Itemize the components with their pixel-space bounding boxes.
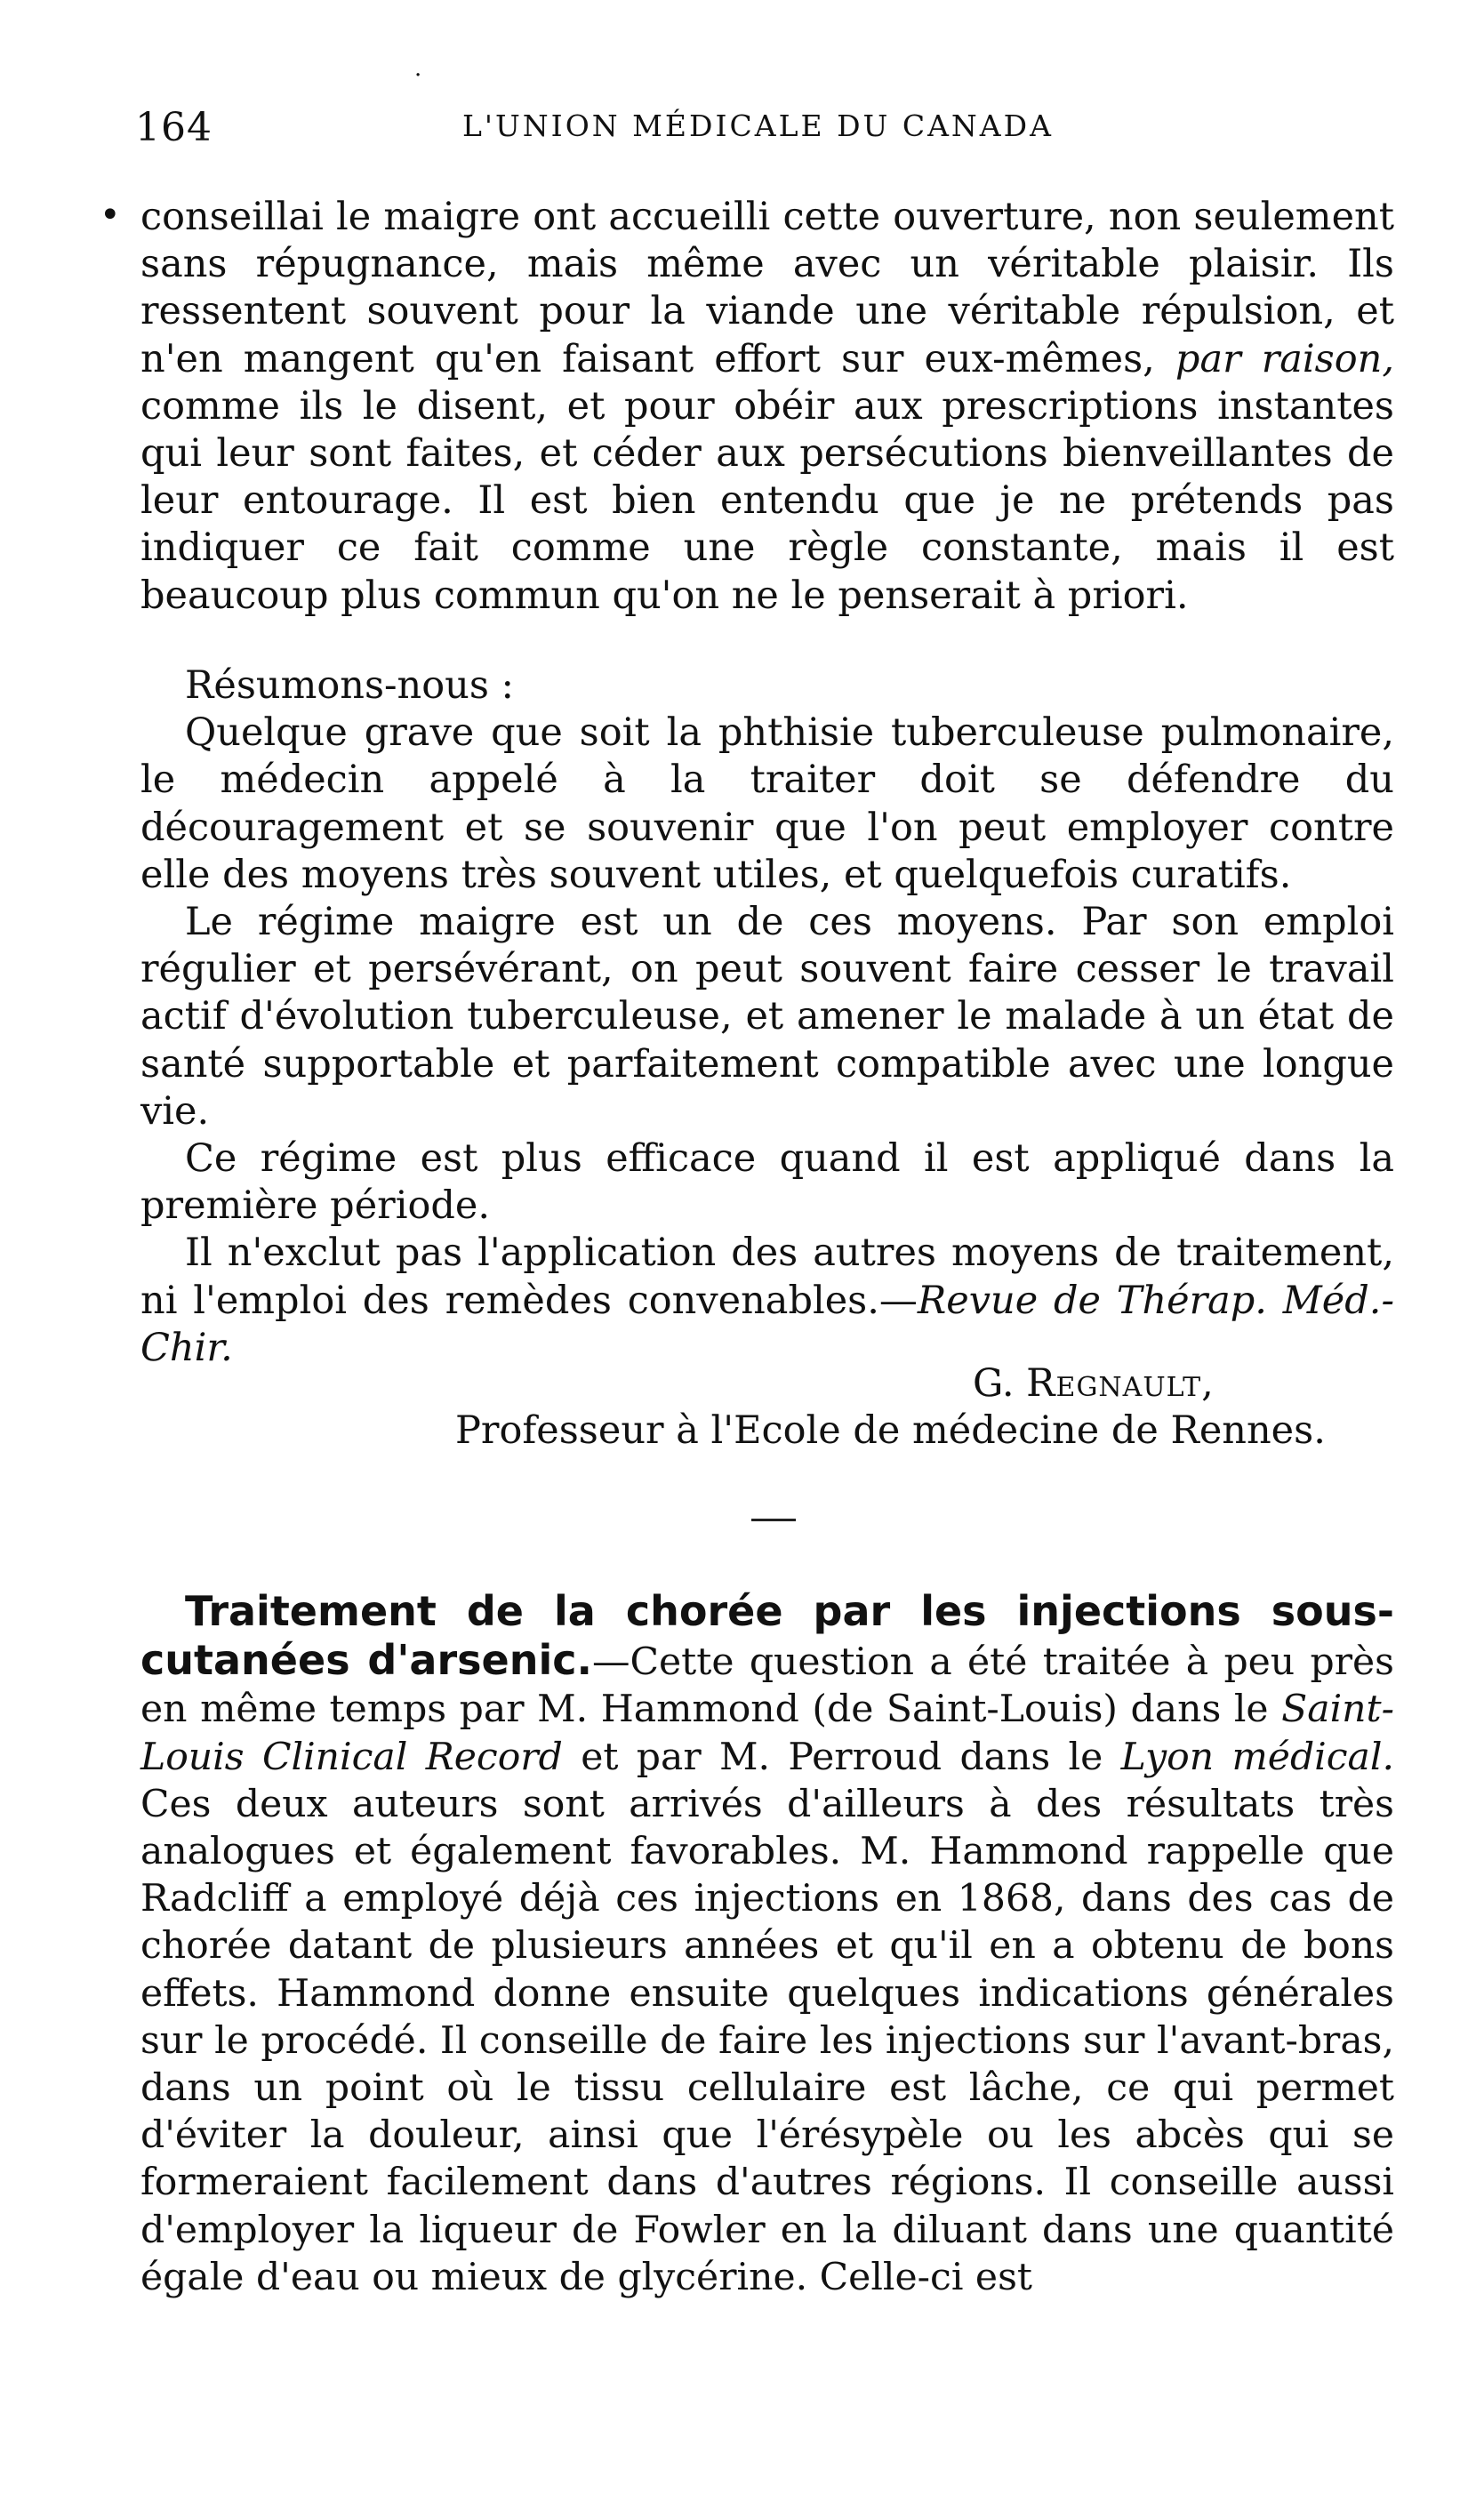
running-title: L'UNION MÉDICALE DU CANADA — [462, 108, 1054, 143]
final-paragraph — [140, 1230, 1394, 1372]
text-run: comme ils le disent, et pour obéir aux prescriptions instantes qui leur sont faites, et céder aux persécutions bienveillantes de leur entourage. Il est bien entendu que je ne prétends pas indiquer ce fait comme une règle constante, mais il est beaucoup plus commun qu'on ne le penserait à priori. — [140, 383, 1394, 618]
italic-run: par raison, — [1175, 336, 1394, 381]
text-run: —Cette question a été traitée à peu près en même temps par M. Hammond (de Saint-Louis) dans le — [140, 1640, 1394, 1732]
article-heading: Traitement de la chorée par les injections sous-cutanées d'arsenic. — [140, 1587, 1394, 1685]
summary-paragraph: Quelque grave que soit la phthisie tuberculeuse pulmonaire, le médecin appelé à la traiter doit se défendre du découragement et se souvenir que l'on peut employer contre elle des moyens très souvent utiles, et quelquefois curatifs. — [140, 710, 1394, 897]
section-separator — [751, 1519, 796, 1521]
article-two — [140, 1588, 1394, 2301]
author-initial: G. — [973, 1361, 1015, 1406]
article-one-continuation — [140, 194, 1394, 620]
top-margin-speck: · — [414, 62, 422, 89]
text-run: conseillai le maigre ont accueilli cette ouverture, non seulement sans répugnance, mais même avec un véritable plaisir. Ils ressentent souvent pour la viande une véritable répulsion, et n'en mangent qu'en faisant effort sur eux-mêmes, — [140, 195, 1394, 381]
article-two-paragraph — [140, 1588, 1394, 2301]
margin-speck: • — [100, 195, 121, 236]
continuation-paragraph — [140, 194, 1394, 620]
author-affiliation: Professeur à l'Ecole de médecine de Rennes. — [455, 1408, 1326, 1453]
author-name: Regnault, — [1026, 1361, 1215, 1406]
article-one-summary — [140, 662, 1394, 1372]
text-run: Il n'exclut pas l'application des autres moyens de traitement, ni l'emploi des remèdes convenables.— — [140, 1231, 1394, 1323]
text-run: Ces deux auteurs sont arrivés d'ailleurs à des résultats très analogues et également favorables. M. Hammond rappelle que Radcliff a employé déjà ces injections en 1868, dans des cas de chorée datant de plusieurs années et qu'il en a obtenu de bons effets. Hammond donne ensuite quelques indications générales sur le procédé. Il conseille de faire les injections sur l'avant-bras, dans un point où le tissu cellulaire est lâche, ce qui permet d'éviter la douleur, ainsi que l'érésypèle ou les abcès qui se formeraient facilement dans d'autres régions. Il conseille aussi d'employer la liqueur de Fowler en la diluant dans une quantité égale d'eau ou mieux de glycérine. Celle-ci est — [140, 1782, 1394, 2299]
summary-paragraph: Ce régime est plus efficace quand il est appliqué dans la première période. — [140, 1136, 1394, 1229]
italic-run: Lyon médical. — [1120, 1735, 1394, 1779]
page-number: 164 — [135, 105, 213, 150]
italic-run: Saint-Louis Clinical Record — [140, 1688, 1394, 1779]
summary-label: Résumons-nous : — [185, 663, 515, 708]
author-signature — [973, 1360, 1215, 1407]
source-citation: Revue de Thérap. Méd.-Chir. — [140, 1278, 1394, 1370]
text-run: et par M. Perroud dans le — [562, 1735, 1121, 1779]
summary-paragraph: Le régime maigre est un de ces moyens. Par son emploi régulier et persévérant, on peut souvent faire cesser le travail actif d'évolution tuberculeuse, et amener le malade à un état de santé supportable et parfaitement compatible avec une longue vie. — [140, 900, 1394, 1134]
